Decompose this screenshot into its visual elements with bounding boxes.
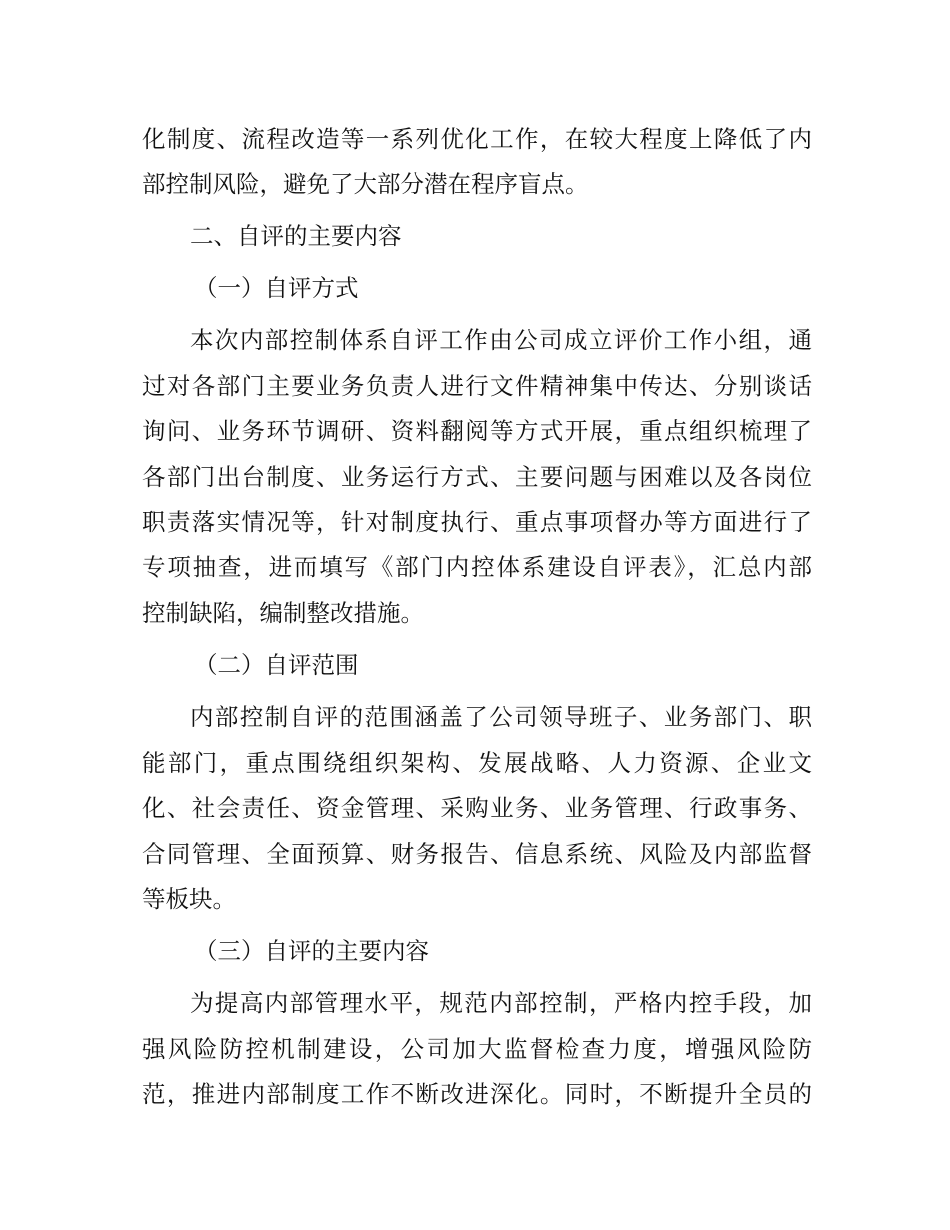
body-text-line: 化制度、流程改造等一系列优化工作，在较大程度上降低了内: [142, 125, 812, 153]
subsection-heading: （一）自评方式: [194, 274, 359, 302]
body-text-line: 部控制风险，避免了大部分潜在程序盲点。: [142, 170, 589, 198]
body-text-line: 本次内部控制体系自评工作由公司成立评价工作小组，通: [190, 326, 812, 354]
body-text-line: 内部控制自评的范围涵盖了公司领导班子、业务部门、职: [190, 703, 812, 731]
body-text-line: 化、社会责任、资金管理、采购业务、业务管理、行政事务、: [142, 794, 812, 822]
body-text-line: 职责落实情况等，针对制度执行、重点事项督办等方面进行了: [142, 508, 812, 536]
body-text-line: 能部门，重点围绕组织架构、发展战略、人力资源、企业文: [142, 749, 812, 777]
body-text-line: 询问、业务环节调研、资料翻阅等方式开展，重点组织梳理了: [142, 417, 812, 445]
body-text-line: 等板块。: [142, 885, 236, 913]
body-text-line: 强风险防控机制建设，公司加大监督检查力度，增强风险防: [142, 1035, 812, 1063]
body-text-line: 为提高内部管理水平，规范内部控制，严格内控手段，加: [190, 989, 812, 1017]
body-text-line: 各部门出台制度、业务运行方式、主要问题与困难以及各岗位: [142, 463, 812, 491]
section-heading: 二、自评的主要内容: [190, 222, 402, 250]
body-text-line: 合同管理、全面预算、财务报告、信息系统、风险及内部监督: [142, 840, 812, 868]
body-text-line: 控制缺陷，编制整改措施。: [142, 599, 424, 627]
body-text-line: 专项抽查，进而填写《部门内控体系建设自评表》，汇总内部: [142, 553, 812, 581]
subsection-heading: （二）自评范围: [194, 651, 359, 679]
subsection-heading: （三）自评的主要内容: [194, 937, 429, 965]
body-text-line: 过对各部门主要业务负责人进行文件精神集中传达、分别谈话: [142, 372, 812, 400]
body-text-line: 范，推进内部制度工作不断改进深化。同时，不断提升全员的: [142, 1080, 812, 1108]
